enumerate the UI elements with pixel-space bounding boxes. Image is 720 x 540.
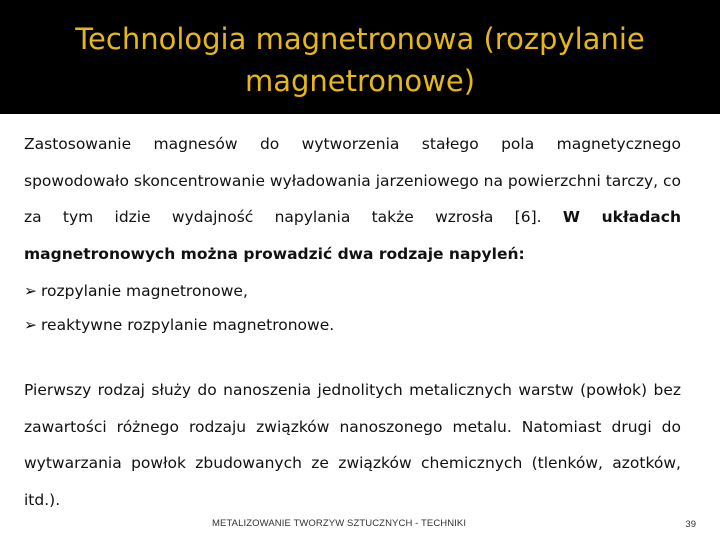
bullet-text: reaktywne rozpylanie magnetronowe. (41, 316, 335, 334)
paragraph-intro-bold: W układach magnetronowych można prowadzić dwa rodzaje napyleń: (24, 208, 681, 263)
paragraph-intro-text: Zastosowanie magnesów do wytworzenia stałego pola magnetycznego spowodowało skoncentrowanie wyładowania jarzeniowego na powierzchni tarczy, co za tym idzie wydajność napylania także wzrosła [6]. (24, 135, 681, 226)
paragraph-detail: Pierwszy rodzaj służy do nanoszenia jednolitych metalicznych warstw (powłok) bez zawartości różnego rodzaju związków nanoszonego metalu. Natomiast drugi do wytwarzania powłok zbudowanych ze związków chemicznych (tlenków, azotków, itd.). (24, 381, 681, 509)
arrow-bullet-icon: ➢ (24, 316, 37, 334)
footer-text: METALIZOWANIE TWORZYW SZTUCZNYCH - TECHNIKI (212, 518, 467, 529)
bullet-item (24, 313, 334, 337)
content-area (0, 114, 720, 540)
slide-title (0, 18, 720, 102)
bullet-item (24, 279, 248, 303)
paragraph-intro (24, 126, 681, 272)
bullet-text: rozpylanie magnetronowe, (41, 282, 248, 300)
arrow-bullet-icon: ➢ (24, 282, 37, 300)
page-number: 39 (685, 519, 696, 530)
title-line-2: magnetronowe) (244, 64, 476, 98)
title-line-1: Technologia magnetronowa (rozpylanie (75, 22, 645, 56)
